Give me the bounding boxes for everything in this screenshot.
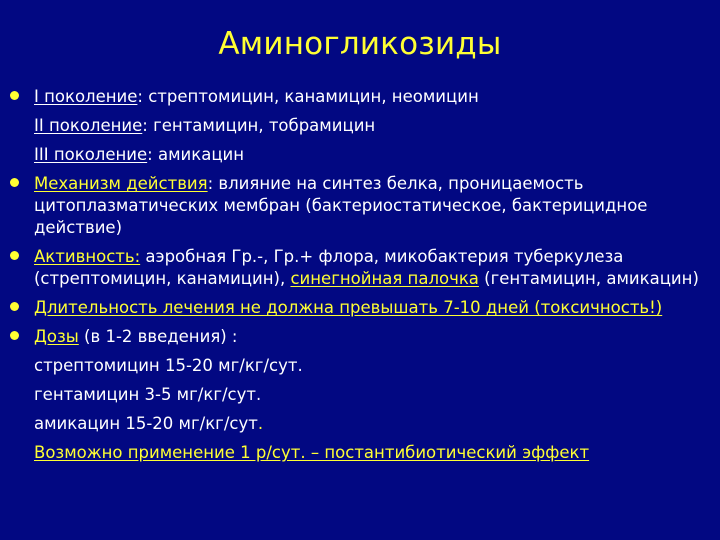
dose-amikacin-text: амикацин 15-20 мг/кг/сут	[34, 414, 258, 433]
dose-gentamicin: гентамицин 3-5 мг/кг/сут.	[34, 385, 262, 404]
duration-text: Длительность лечения не должна превышать 7-10 дней (токсичность!)	[34, 298, 663, 317]
bullet-dot-icon	[10, 302, 19, 311]
dose-amikacin	[8, 413, 714, 435]
bullet-dot-icon	[10, 178, 19, 187]
gen3-label: III поколение	[34, 145, 148, 164]
gen2-label: II поколение	[34, 116, 143, 135]
doses-label: Дозы	[34, 327, 79, 346]
bullet-duration	[8, 297, 714, 319]
gen2-text: : гентамицин, тобрамицин	[142, 116, 376, 135]
dose-amikacin-dot: .	[257, 414, 264, 433]
slide-body	[8, 86, 714, 471]
gen1-label: I поколение	[34, 87, 138, 106]
slide-title: Аминогликозиды	[218, 26, 502, 62]
mechanism-label: Механизм действия	[34, 174, 208, 193]
bullet-doses	[8, 326, 714, 348]
activity-text-2: (гентамицин, амикацин)	[478, 269, 699, 288]
mechanism-text: : влияние на синтез белка, проницаемость цитоплазматических мембран (бактериостатическое, бактерицидное действие)	[34, 174, 648, 237]
bullet-dot-icon	[10, 91, 19, 100]
doses-text: (в 1-2 введения) :	[78, 327, 238, 346]
gen3-text: : амикацин	[147, 145, 245, 164]
activity-text: аэробная Гр.-, Гр.+ флора, микобактерия туберкулеза (стрептомицин, канамицин),	[34, 247, 624, 288]
bullet-dot-icon	[10, 251, 19, 260]
bullet-generations	[8, 86, 714, 108]
pseudomonas-label: синегнойная палочка	[290, 269, 479, 288]
activity-label: Активность:	[34, 247, 141, 266]
bullet-dot-icon	[10, 331, 19, 340]
gen1-text: : стрептомицин, канамицин, неомицин	[137, 87, 479, 106]
postantibiotic-note	[8, 442, 714, 464]
sub-gen3	[8, 144, 714, 166]
bullet-activity	[8, 246, 714, 290]
bullet-mechanism	[8, 173, 714, 239]
postantibiotic-note-text: Возможно применение 1 р/сут. – постантибиотический эффект	[34, 443, 590, 462]
dose-streptomycin: стрептомицин 15-20 мг/кг/сут.	[34, 356, 303, 375]
sub-gen2	[8, 115, 714, 137]
